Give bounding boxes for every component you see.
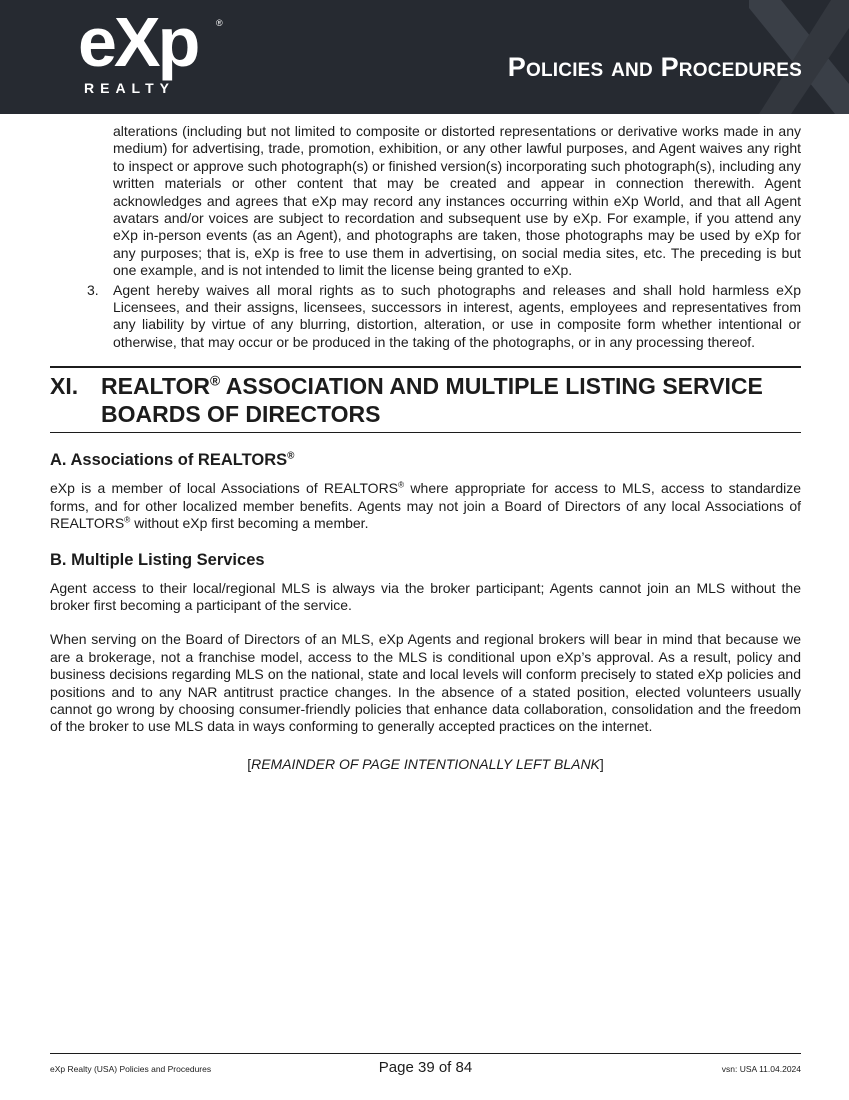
subsection-b-paragraph-1: Agent access to their local/regional MLS is always via the broker participant; Agents cannot join an MLS without the broker first becoming a participant of the service. (50, 579, 801, 613)
list-item-text: Agent hereby waives all moral rights as to such photographs and releases and shall hold harmless eXp Licensees, and their assigns, licensees, successors in interest, agents, employees and representatives from any liability by virtue of any blurring, distortion, alteration, or use in composite form whether intentional or otherwise, that may occur or be produced in the taking of the photographs, or in any processing thereof. (113, 281, 801, 350)
page-footer (50, 1053, 801, 1076)
list-item (87, 281, 801, 352)
registered-mark: ® (210, 373, 221, 389)
footer-doc-title: eXp Realty (USA) Policies and Procedures (50, 1064, 212, 1074)
logo-registered-mark: ® (216, 18, 223, 28)
subsection-b-heading: B. Multiple Listing Services (50, 550, 265, 569)
subsection-a-heading (50, 451, 801, 470)
section-title (101, 372, 801, 428)
section-title-part: REALTOR (101, 373, 211, 400)
section-heading (50, 368, 801, 432)
exp-realty-logo (78, 3, 228, 98)
subsection-a-paragraph (50, 480, 801, 532)
text-run: without eXp first becoming a member. (130, 515, 369, 532)
blank-note-text: REMAINDER OF PAGE INTENTIONALLY LEFT BLANK (251, 755, 600, 772)
text-run: eXp is a member of local Associations of REALTORS (50, 480, 399, 497)
subsection-b-paragraph-2: When serving on the Board of Directors of an MLS, eXp Agents and regional brokers will bear in mind that because we are a brokerage, not a franchise model, access to the MLS is conditional upon eXp’s approval. As a result, policy and business decisions regarding MLS on the national, state and local levels will conform precisely to stated eXp policies and positions and to any NAR antitrust practice changes. In the absence of a stated position, elected volunteers usually cannot go wrong by choosing consumer-friendly policies that enhance data collaboration, consolidation and the freedom of the broker to use MLS data in ways conforming to generally accepted practices on the internet. (50, 631, 801, 735)
registered-mark: ® (398, 479, 405, 490)
bracket: ] (599, 755, 604, 772)
registered-mark: ® (287, 450, 295, 462)
page-header (0, 0, 849, 114)
page-content (50, 123, 801, 772)
bracket: [ (247, 755, 252, 772)
blank-page-note (50, 756, 801, 772)
section-number: XI. (50, 373, 79, 400)
section-title-part: ASSOCIATION AND MULTIPLE LISTING SERVICE BOARDS OF DIRECTORS (101, 373, 763, 428)
section-divider-bottom (50, 432, 801, 433)
registered-mark: ® (124, 514, 131, 525)
text-run: where appropriate for access to MLS, access to standardize forms, and for other localized member benefits. Agents may not join a Board of Directors of any local Associations of REALTORS (50, 480, 802, 532)
footer-page-number: Page 39 of 84 (378, 1059, 473, 1076)
footer-version: vsn: USA 11.04.2024 (721, 1064, 801, 1074)
list-item-number: 3. (87, 281, 99, 298)
header-title: Policies and Procedures (507, 52, 802, 82)
logo-subtitle: REALTY (84, 80, 175, 96)
continued-paragraph: alterations (including but not limited to composite or distorted representations or derivative works made in any medium) for advertising, trade, promotion, exhibition, or any other lawful purposes, and Agent waives any right to inspect or approve such photograph(s) or finished version(s) incorporating such photograph(s), including any written materials or other content that may be created and appear in connection therewith. Agent acknowledges and agrees that eXp may record any instances occurring within eXp World, and that all Agent avatars and/or voices are subject to recordation and subsequent use by eXp. For example, if you attend any eXp in-person events (as an Agent), and photographs are taken, those photographs may be used by eXp for any purposes; that is, eXp is free to use them in advertising, on social media sites, etc. The preceding is but one example, and is not intended to limit the license being granted to eXp. (113, 123, 801, 279)
logo-wordmark: eXp (78, 3, 198, 81)
subsection-a-title: A. Associations of REALTORS (50, 451, 288, 470)
